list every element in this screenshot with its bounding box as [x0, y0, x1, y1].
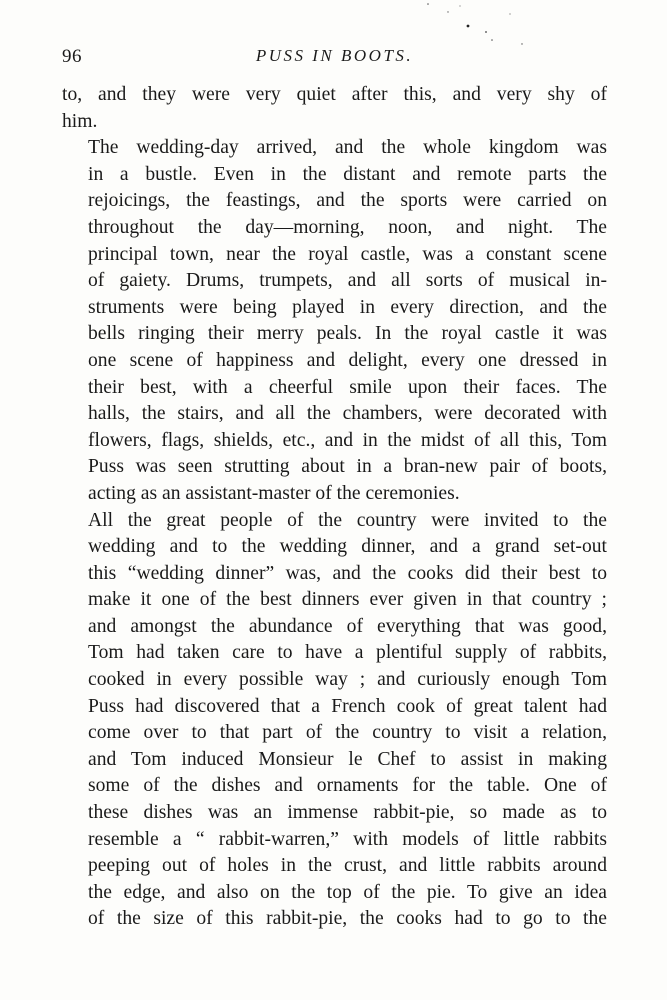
speck	[467, 25, 470, 28]
speck	[509, 13, 510, 14]
text-line: and Tom induced Monsieur le Chef to assist in making	[88, 748, 607, 770]
text-line: these dishes was an immense rabbit-pie, so made as to	[88, 802, 607, 824]
text-line: him.	[62, 110, 98, 132]
speck	[491, 39, 493, 41]
text-line: come over to that part of the country to visit a relation,	[88, 722, 607, 744]
text-line: one scene of happiness and delight, every one dressed in	[88, 349, 607, 371]
text-line: principal town, near the royal castle, was a constant scene	[88, 243, 607, 265]
speck	[459, 5, 460, 6]
text-line: cooked in every possible way ; and curiously enough Tom	[88, 669, 607, 691]
text-line: in a bustle. Even in the distant and remote parts the	[88, 163, 607, 185]
text-line: bells ringing their merry peals. In the royal castle it was	[88, 323, 607, 345]
text-line: to, and they were very quiet after this, and very shy of	[62, 84, 607, 105]
text-line: make it one of the best dinners ever given in that country ;	[88, 589, 607, 611]
text-line: of gaiety. Drums, trumpets, and all sorts of musical in-	[88, 270, 607, 292]
page-number: 96	[62, 46, 82, 67]
body-text	[62, 82, 607, 933]
text-line: their best, with a cheerful smile upon their faces. The	[88, 376, 607, 398]
paragraph-3	[62, 508, 607, 934]
text-line: some of the dishes and ornaments for the table. One of	[88, 775, 607, 797]
text-line: flowers, flags, shields, etc., and in the midst of all this, Tom	[88, 429, 607, 451]
text-line: Puss had discovered that a French cook of great talent had	[88, 695, 607, 717]
text-line: The wedding-day arrived, and the whole kingdom was	[88, 137, 607, 159]
paragraph-1	[62, 82, 607, 135]
paper-specks	[420, 0, 540, 80]
text-line: wedding and to the wedding dinner, and a grand set-out	[88, 536, 607, 558]
speck	[485, 31, 487, 33]
text-line: Tom had taken care to have a plentiful supply of rabbits,	[88, 642, 607, 664]
text-line: resemble a “ rabbit-warren,” with models of little rabbits	[88, 828, 607, 850]
paragraph-2	[62, 135, 607, 507]
text-line: the edge, and also on the top of the pie. To give an idea	[88, 881, 607, 903]
text-line: Puss was seen strutting about in a bran-new pair of boots,	[88, 456, 607, 478]
text-line: struments were being played in every direction, and the	[88, 296, 607, 318]
speck	[427, 3, 429, 5]
speck	[447, 11, 448, 12]
text-line: and amongst the abundance of everything that was good,	[88, 615, 607, 637]
text-line: halls, the stairs, and all the chambers, were decorated with	[88, 403, 607, 425]
text-line: All the great people of the country were invited to the	[88, 509, 607, 531]
text-line: acting as an assistant-master of the ceremonies.	[88, 482, 460, 504]
text-line: of the size of this rabbit-pie, the cooks had to go to the	[88, 908, 607, 930]
text-line: peeping out of holes in the crust, and little rabbits around	[88, 855, 607, 877]
speck	[521, 43, 522, 44]
text-line: throughout the day—morning, noon, and night. The	[88, 216, 607, 238]
text-line: rejoicings, the feastings, and the sports were carried on	[88, 190, 607, 212]
running-title: PUSS IN BOOTS.	[255, 46, 414, 65]
text-line: this “wedding dinner” was, and the cooks did their best to	[88, 562, 607, 584]
